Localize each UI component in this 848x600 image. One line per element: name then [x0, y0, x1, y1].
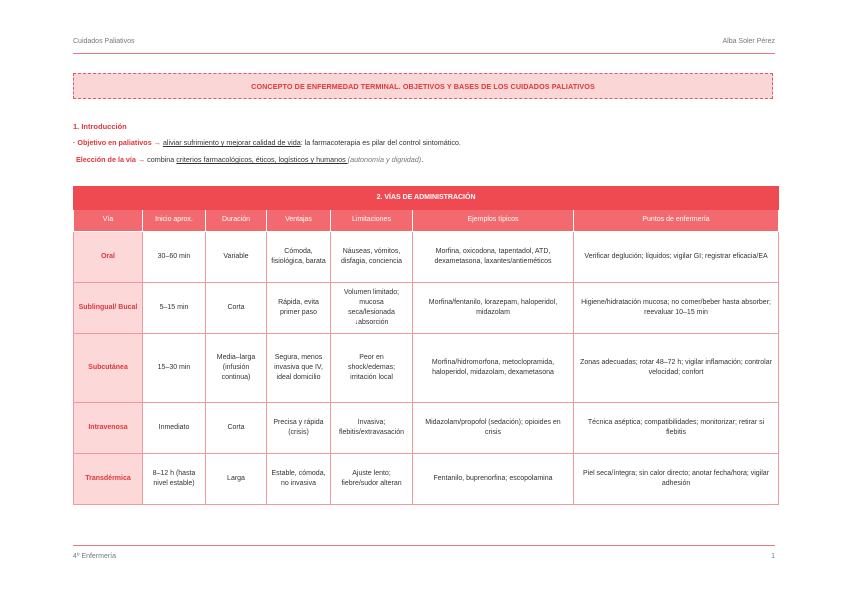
route-choice-italic: (autonomía y dignidad): [347, 155, 422, 164]
table-row: [74, 403, 779, 454]
section-heading-introduction: 1. Introducción: [73, 122, 127, 131]
limitations-cell: Ajuste lento; fiebre/sudor alteran: [331, 454, 413, 505]
nursing-cell: Piel seca/íntegra; sin calor directo; anotar fecha/hora; vigilar adhesión: [574, 454, 779, 505]
arrow: →: [137, 155, 146, 164]
column-header: Ventajas: [267, 210, 331, 232]
table-row: [74, 454, 779, 505]
duration-cell: Larga: [206, 454, 267, 505]
examples-cell: Morfina, oxicodona, tapentadol, ATD, dexametasona, laxantes/antieméticos: [413, 232, 574, 283]
examples-cell: Midazolam/propofol (sedación); opioides en crisis: [413, 403, 574, 454]
route-choice-underlined: criterios farmacológicos, éticos, logísticos y humanos: [176, 155, 348, 164]
route-cell: Transdérmica: [74, 454, 143, 505]
table-row: [74, 334, 779, 403]
onset-cell: 8–12 h (hasta nivel estable): [143, 454, 206, 505]
advantages-cell: Segura, menos invasiva que IV, ideal domicilio: [267, 334, 331, 403]
column-header: Ejemplos típicos: [413, 210, 574, 232]
header-course: Cuidados Paliativos: [73, 38, 135, 45]
page-number: 1: [771, 553, 775, 560]
nursing-cell: Zonas adecuadas; rotar 48–72 h; vigilar inflamación; controlar velocidad; confort: [574, 334, 779, 403]
duration-cell: Media–larga (infusión continua): [206, 334, 267, 403]
onset-cell: 30–60 min: [143, 232, 206, 283]
document-title: CONCEPTO DE ENFERMEDAD TERMINAL. OBJETIVOS Y BASES DE LOS CUIDADOS PALIATIVOS: [73, 73, 773, 99]
onset-cell: 15–30 min: [143, 334, 206, 403]
header-author: Alba Soler Pérez: [722, 38, 775, 45]
duration-cell: Corta: [206, 403, 267, 454]
route-choice-label: Elección de la vía: [76, 155, 136, 164]
objective-label: Objetivo en paliativos: [77, 138, 152, 147]
nursing-cell: Técnica aséptica; compatibilidades; monitorizar; retirar si flebitis: [574, 403, 779, 454]
header-divider: [73, 53, 775, 54]
table-caption-row: [74, 187, 779, 210]
advantages-cell: Rápida, evita primer paso: [267, 283, 331, 334]
route-choice-pre: combina: [147, 155, 177, 164]
limitations-cell: Invasiva; flebitis/extravasación: [331, 403, 413, 454]
table-row: [74, 283, 779, 334]
route-cell: Intravenosa: [74, 403, 143, 454]
nursing-cell: Verificar deglución; líquidos; vigilar GI; registrar eficacia/EA: [574, 232, 779, 283]
arrow: →: [153, 138, 161, 147]
route-cell: Sublingual/ Bucal: [74, 283, 143, 334]
administration-routes-table: [73, 186, 779, 505]
column-header: Vía: [74, 210, 143, 232]
bullet: ·: [73, 138, 76, 147]
intro-objective-line: [73, 138, 461, 147]
table-header-row: [74, 210, 779, 232]
limitations-cell: Náuseas, vómitos, disfagia, conciencia: [331, 232, 413, 283]
objective-rest: : la farmacoterapia es pilar del control sintomático.: [300, 138, 461, 147]
intro-route-choice-line: [76, 155, 423, 164]
onset-cell: Inmediato: [143, 403, 206, 454]
duration-cell: Variable: [206, 232, 267, 283]
limitations-cell: Volumen limitado; mucosa seca/lesionada ↓absorción: [331, 283, 413, 334]
table-caption: 2. VÍAS DE ADMINISTRACIÓN: [74, 187, 779, 210]
examples-cell: Morfina/fentanilo, lorazepam, haloperidol, midazolam: [413, 283, 574, 334]
onset-cell: 5–15 min: [143, 283, 206, 334]
limitations-cell: Peor en shock/edemas; irritación local: [331, 334, 413, 403]
advantages-cell: Precisa y rápida (crisis): [267, 403, 331, 454]
column-header: Limitaciones: [331, 210, 413, 232]
objective-underlined: aliviar sufrimiento y mejorar calidad de vida: [162, 138, 301, 147]
route-cell: Oral: [74, 232, 143, 283]
examples-cell: Morfina/hidromorfona, metoclopramida, haloperidol, midazolam, dexametasona: [413, 334, 574, 403]
route-choice-end: .: [421, 155, 424, 164]
advantages-cell: Cómoda, fisiológica, barata: [267, 232, 331, 283]
column-header: Duración: [206, 210, 267, 232]
column-header: Puntos de enfermería: [574, 210, 779, 232]
examples-cell: Fentanilo, buprenorfina; escopolamina: [413, 454, 574, 505]
nursing-cell: Higiene/hidratación mucosa; no comer/beber hasta absorber; reevaluar 10–15 min: [574, 283, 779, 334]
footer-divider: [73, 545, 775, 546]
route-cell: Subcutánea: [74, 334, 143, 403]
table-row: [74, 232, 779, 283]
column-header: Inicio aprox.: [143, 210, 206, 232]
footer-course-year: 4º Enfermería: [73, 553, 117, 560]
advantages-cell: Estable, cómoda, no invasiva: [267, 454, 331, 505]
duration-cell: Corta: [206, 283, 267, 334]
